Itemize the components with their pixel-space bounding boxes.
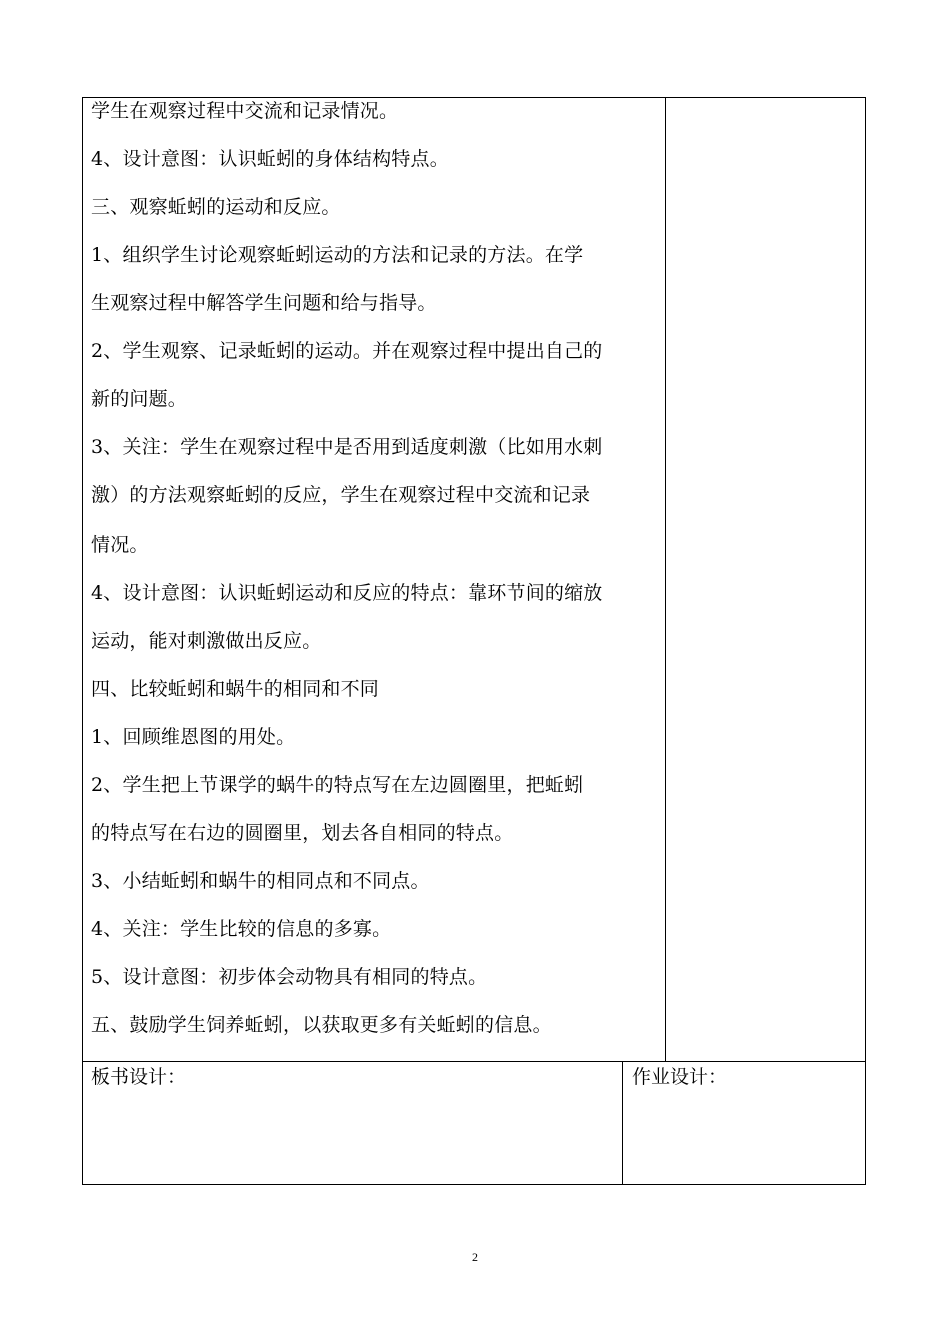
content-line: 运动，能对刺激做出反应。	[91, 630, 322, 652]
notes-cell	[665, 97, 866, 1062]
content-line: 生观察过程中解答学生问题和给与指导。	[91, 292, 437, 314]
content-line: 4、设计意图：认识蚯蚓的身体结构特点。	[91, 148, 449, 170]
content-line: 的特点写在右边的圆圈里，划去各自相同的特点。	[91, 822, 514, 844]
content-line: 三、观察蚯蚓的运动和反应。	[91, 196, 341, 218]
page-number: 2	[472, 1250, 478, 1264]
content-line: 1、回顾维恩图的用处。	[91, 726, 296, 748]
content-line: 1、组织学生讨论观察蚯蚓运动的方法和记录的方法。在学	[91, 244, 584, 266]
content-line: 4、设计意图：认识蚯蚓运动和反应的特点：靠环节间的缩放	[91, 582, 603, 604]
content-line: 2、学生观察、记录蚯蚓的运动。并在观察过程中提出自己的	[91, 340, 603, 362]
content-line: 3、小结蚯蚓和蜗牛的相同点和不同点。	[91, 870, 430, 892]
content-line: 3、关注：学生在观察过程中是否用到适度刺激（比如用水刺	[91, 436, 603, 458]
content-line: 五、鼓励学生饲养蚯蚓，以获取更多有关蚯蚓的信息。	[91, 1014, 552, 1036]
content-line: 2、学生把上节课学的蜗牛的特点写在左边圆圈里，把蚯蚓	[91, 774, 584, 796]
content-line: 情况。	[91, 534, 149, 556]
content-line: 新的问题。	[91, 388, 188, 410]
board-design-label: 板书设计：	[91, 1066, 187, 1088]
content-line: 学生在观察过程中交流和记录情况。	[91, 100, 399, 122]
content-line: 四、比较蚯蚓和蜗牛的相同和不同	[91, 678, 380, 700]
content-line: 4、关注：学生比较的信息的多寡。	[91, 918, 392, 940]
content-line: 激）的方法观察蚯蚓的反应，学生在观察过程中交流和记录	[91, 484, 591, 506]
content-line: 5、设计意图：初步体会动物具有相同的特点。	[91, 966, 488, 988]
homework-design-label: 作业设计：	[632, 1066, 728, 1088]
